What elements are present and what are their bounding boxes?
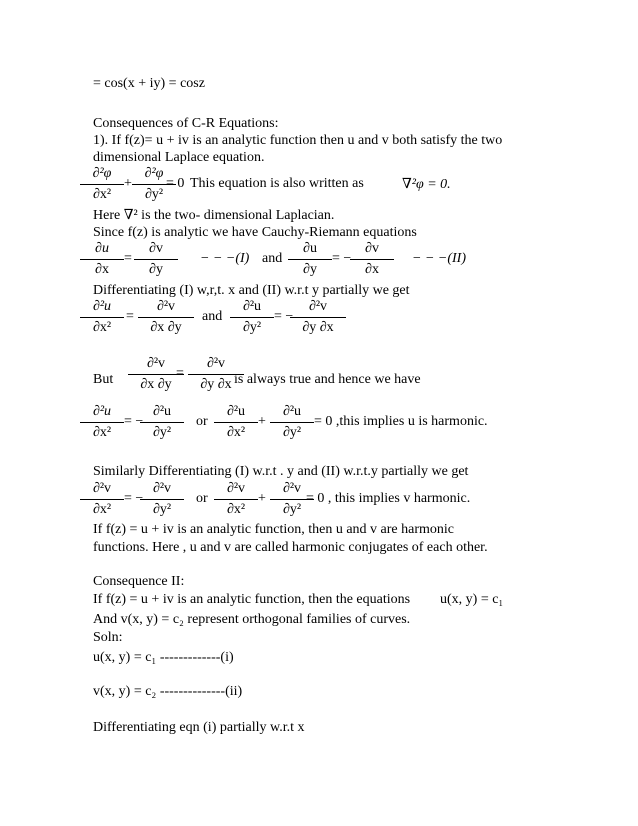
text: = 0 ,this implies u is harmonic. — [314, 414, 488, 429]
fraction: $\frac{\partial u}{\partial y}$ — [288, 241, 332, 278]
formula: u(x, y) = c₁ — [440, 592, 504, 607]
heading-consequences: Consequences of C-R Equations: — [93, 116, 279, 131]
text: = 0 , this implies v harmonic. — [306, 491, 471, 506]
fraction: $\frac{\text{∂²u}}{\text{∂x²}}$ — [80, 299, 124, 336]
text: But — [93, 372, 114, 387]
operator: = − — [274, 309, 294, 324]
paragraph-line: If f(z) = u + iv is an analytic function, then the equations — [93, 592, 411, 607]
equation-line: u(x, y) = c₁ -------------(i) — [93, 650, 234, 665]
operator: = — [124, 251, 132, 266]
operator: = − — [124, 491, 144, 506]
fraction: $\frac{\text{∂²u}}{\text{∂y²}}$ — [270, 404, 314, 441]
equation-tag: − − −(I) — [200, 251, 250, 266]
paragraph-line: 1). If f(z)= u + iv is an analytic function then u and v both satisfy the two — [93, 133, 503, 148]
text: or — [196, 491, 208, 506]
operator: + — [258, 491, 266, 506]
fraction: $\frac{\text{∂²v}}{\partial x \partial y}$ — [128, 356, 184, 393]
text: This equation is also written as — [190, 176, 364, 191]
operator: + — [124, 176, 132, 191]
operator: = — [126, 309, 134, 324]
paragraph-line: Soln: — [93, 630, 123, 645]
fraction: $\frac{\partial u}{\partial x}$ — [80, 241, 124, 278]
fraction: $\frac{\text{∂²u}}{\text{∂y²}}$ — [140, 404, 184, 441]
text: or — [196, 414, 208, 429]
fraction: $\frac{\text{∂²φ}}{\text{∂y²}}$ — [132, 166, 176, 203]
paragraph-line: Since f(z) is analytic we have Cauchy-Riemann equations — [93, 225, 417, 240]
paragraph-line: dimensional Laplace equation. — [93, 150, 265, 165]
fraction: $\frac{\text{∂²v}}{\text{∂x²}}$ — [214, 481, 258, 518]
text: is always true and hence we have — [234, 372, 421, 387]
fraction: $\frac{\text{∂²v}}{\partial x \partial y}$ — [138, 299, 194, 336]
fraction: $\frac{\text{∂²u}}{\text{∂x²}}$ — [214, 404, 258, 441]
fraction: $\frac{\text{∂²u}}{\text{∂y²}}$ — [230, 299, 274, 336]
paragraph-line: Here ∇² is the two- dimensional Laplacian. — [93, 208, 335, 223]
fraction: $\frac{\text{∂²v}}{\partial y \partial x}$ — [290, 299, 346, 336]
fraction: $\frac{\text{∂²v}}{\text{∂y²}}$ — [140, 481, 184, 518]
paragraph-line: Differentiating (I) w,r,t. x and (II) w.r.t y partially we get — [93, 283, 410, 298]
paragraph-line: And v(x, y) = c₂ represent orthogonal families of curves. — [93, 612, 411, 627]
fraction: $\frac{\partial v}{\partial x}$ — [350, 241, 394, 278]
fraction: $\frac{\text{∂²u}}{\text{∂x²}}$ — [80, 404, 124, 441]
operator: = − — [332, 251, 352, 266]
fraction: $\frac{\text{∂²v}}{\text{∂y²}}$ — [270, 481, 314, 518]
formula: ∇²φ = 0. — [402, 177, 451, 192]
fraction: $\frac{\text{∂²v}}{\partial y \partial x}$ — [188, 356, 244, 393]
operator: = − — [124, 414, 144, 429]
operator: = 0 — [166, 176, 185, 191]
paragraph-line: Differentiating eqn (i) partially w.r.t x — [93, 720, 305, 735]
text: and — [202, 309, 223, 324]
equation-line: v(x, y) = c₂ --------------(ii) — [93, 684, 243, 699]
heading-consequence-ii: Consequence II: — [93, 574, 185, 589]
fraction: $\frac{\text{∂²v}}{\text{∂x²}}$ — [80, 481, 124, 518]
paragraph-line: Similarly Differentiating (I) w.r.t . y and (II) w.r.t.y partially we get — [93, 464, 469, 479]
equation-tag: − − −(II) — [412, 251, 466, 266]
equation-line-top: = cos(x + iy) = cosz — [93, 76, 205, 91]
text: and — [262, 251, 283, 266]
paragraph-line: functions. Here , u and v are called harmonic conjugates of each other. — [93, 540, 488, 555]
paragraph-line: If f(z) = u + iv is an analytic function, then u and v are harmonic — [93, 522, 454, 537]
fraction: $\frac{\partial v}{\partial y}$ — [134, 241, 178, 278]
fraction: $\frac{\text{∂²φ}}{\text{∂x²}}$ — [80, 166, 124, 203]
operator: + — [258, 414, 266, 429]
operator: = — [176, 366, 184, 381]
